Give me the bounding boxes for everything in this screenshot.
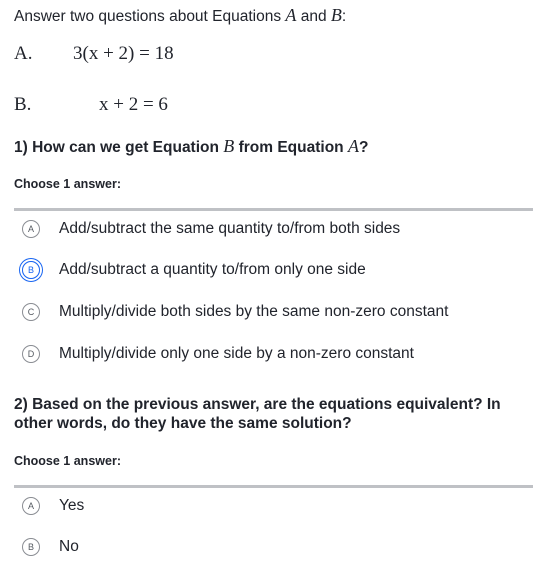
q1-option-b-text: Add/subtract a quantity to/from only one side (59, 261, 366, 278)
intro-suffix: : (341, 8, 347, 25)
q1-option-d-radio[interactable]: D (22, 345, 40, 363)
q1-prefix: 1) How can we get Equation (14, 139, 224, 156)
q1-choose-label: Choose 1 answer: (14, 177, 121, 191)
q1-suffix: ? (358, 139, 369, 156)
question-2-text: 2) Based on the previous answer, are the equations equivalent? In other words, do they have the same solution? (14, 396, 501, 432)
q2-divider (14, 485, 533, 488)
q1-option-a-radio[interactable]: A (22, 220, 40, 238)
q1-var1: B (223, 136, 235, 156)
intro-text (14, 5, 346, 26)
q2-option-b-radio[interactable]: B (22, 538, 40, 556)
equation-b-expression: x + 2 = 6 (99, 94, 168, 115)
q2-option-a-text: Yes (59, 497, 85, 514)
q2-option-b-text: No (59, 538, 79, 555)
q2-option-a[interactable] (22, 494, 84, 518)
q1-option-c[interactable] (22, 300, 448, 324)
intro-prefix: Answer two questions about Equations (14, 8, 286, 25)
q1-option-d-text: Multiply/divide only one side by a non-zero constant (59, 345, 414, 362)
q1-option-a[interactable] (22, 217, 400, 241)
intro-var-b: B (330, 5, 342, 25)
intro-mid: and (296, 8, 331, 25)
q1-option-b[interactable] (22, 258, 366, 282)
q1-divider (14, 208, 533, 211)
q1-option-c-radio[interactable]: C (22, 303, 40, 321)
q1-option-b-radio[interactable]: B (22, 261, 40, 279)
equation-b-label: B. (14, 94, 32, 115)
q2-option-b[interactable] (22, 535, 79, 559)
q2-choose-label: Choose 1 answer: (14, 454, 121, 468)
q1-option-d[interactable] (22, 342, 414, 366)
q1-mid: from Equation (234, 139, 348, 156)
equation-a-expression: 3(x + 2) = 18 (73, 43, 174, 64)
q1-var2: A (347, 136, 359, 156)
intro-var-a: A (285, 5, 297, 25)
equation-a-label: A. (14, 43, 33, 64)
q1-option-c-text: Multiply/divide both sides by the same non-zero constant (59, 303, 449, 320)
q2-option-a-radio[interactable]: A (22, 497, 40, 515)
question-1-text (14, 137, 529, 157)
q1-option-a-text: Add/subtract the same quantity to/from both sides (59, 220, 401, 237)
